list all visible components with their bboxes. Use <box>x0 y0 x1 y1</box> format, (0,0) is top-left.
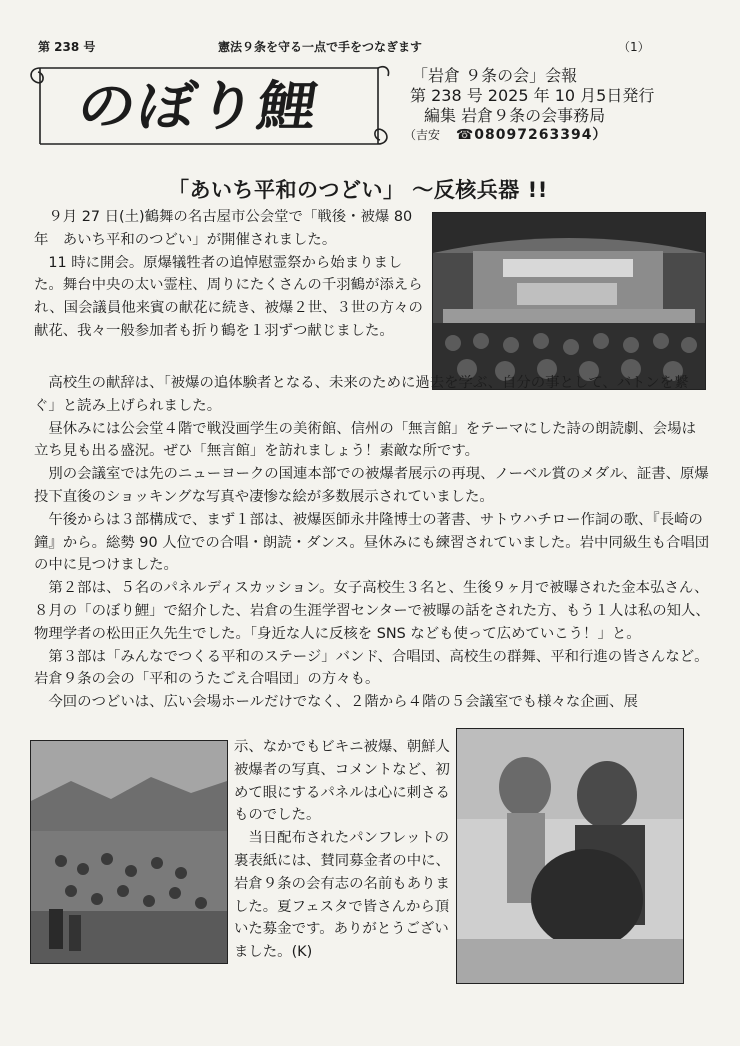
article-intro <box>34 206 426 343</box>
paragraph: 別の会議室では先のニューヨークの国連本部での被爆者展示の再現、ノーベル賞のメダル、証書、原爆投下直後のショッキングな写真や凄惨な絵が多数展示されていました。 <box>34 466 709 505</box>
contact-phone: ☎08097263394） <box>455 127 608 143</box>
paragraph: 示、なかでもビキニ被爆、朝鮮人被爆者の写真、コメントなど、初めて眼にするパネルは心に刺さるものでした。 <box>234 739 450 824</box>
bomb-victims-photo <box>456 728 684 984</box>
publication-issue-date: 第 238 号 2025 年 10 月5日発行 <box>410 86 655 105</box>
article-headline: 「あいち平和のつどい」 ～反核兵器 !! <box>168 178 548 202</box>
stage-photo <box>432 212 706 390</box>
publication-name: 「岩倉 ９条の会」会報 <box>412 66 578 85</box>
paragraph: 当日配布されたパンフレットの裏表紙には、賛同募金者の中に、岩倉９条の会有志の名前もありました。夏フェスタで皆さんから頂いた募金です。ありがとうございました。(K) <box>234 830 450 961</box>
page-number: （1） <box>618 40 650 54</box>
paragraph: 11 時に開会。原爆犠牲者の追悼慰霊祭から始まりました。舞台中央の太い霊柱、周りにたくさんの千羽鶴が添えられ、国会議員他来賓の献花に続き、被爆２世、３世の方々の献花、我々一般参加者も折り鶴を１羽ずつ献じました。 <box>34 254 423 339</box>
motto: 憲法９条を守る一点で手をつなぎます <box>218 40 423 54</box>
paragraph: 第２部は、５名のパネルディスカッション。女子高校生３名と、生後９ヶ月で被曝された金本弘さん、８月の「のぼり鯉」で紹介した、岩倉の生涯学習センターで被曝の話をされた方、もう１人は私の知人、物理学者の松田正久先生でした。「身近な人に反核を SNS なども使って広めていこう！」と。 <box>34 580 710 642</box>
paragraph: 午後からは３部構成で、まず１部は、被爆医師永井隆博士の著書、サトウハチロー作詞の歌、『長崎の鐘』から。総勢 90 人位での合唱・朗読・ダンス。昼休みにも練習されていました。岩中同級生も合唱団の中に見つけました。 <box>34 511 710 574</box>
atomic-bomb-ruins-photo <box>30 740 228 964</box>
publication-editor: 編集 岩倉９条の会事務局 <box>424 106 606 125</box>
article-closing <box>234 736 452 964</box>
paragraph: 第３部は「みんなでつくる平和のステージ」バンド、合唱団、高校生の群舞、平和行進の皆さんなど。岩倉９条の会の「平和のうたごえ合唱団」の方々も。 <box>34 648 709 688</box>
masthead-title: のぼり鯉 <box>73 74 323 138</box>
contact-name: （吉安 <box>404 128 441 142</box>
paragraph: 高校生の献辞は、「被爆の追体験者となる、未来のために過去を学ぶ、自分の事として、バトンを繋ぐ」と読み上げられました。 <box>34 375 689 414</box>
article-body <box>34 372 710 714</box>
paragraph: 昼休みには公会堂４階で戦没画学生の美術館、信州の「無言館」をテーマにした詩の朗読劇、会場は立ち見も出る盛況。ぜひ「無言館」を訪れましょう！素敵な所です。 <box>34 420 696 460</box>
publication-info <box>410 66 654 126</box>
contact-info <box>404 124 607 144</box>
issue-number: 第 238 号 <box>38 40 96 54</box>
paragraph: ９月 27 日(土)鶴舞の名古屋市公会堂で「戦後・被爆 80 年 あいち平和のつどい」が開催されました。 <box>34 209 413 248</box>
paragraph: 今回のつどいは、広い会場ホールだけでなく、２階から４階の５会議室でも様々な企画、展 <box>34 694 638 711</box>
